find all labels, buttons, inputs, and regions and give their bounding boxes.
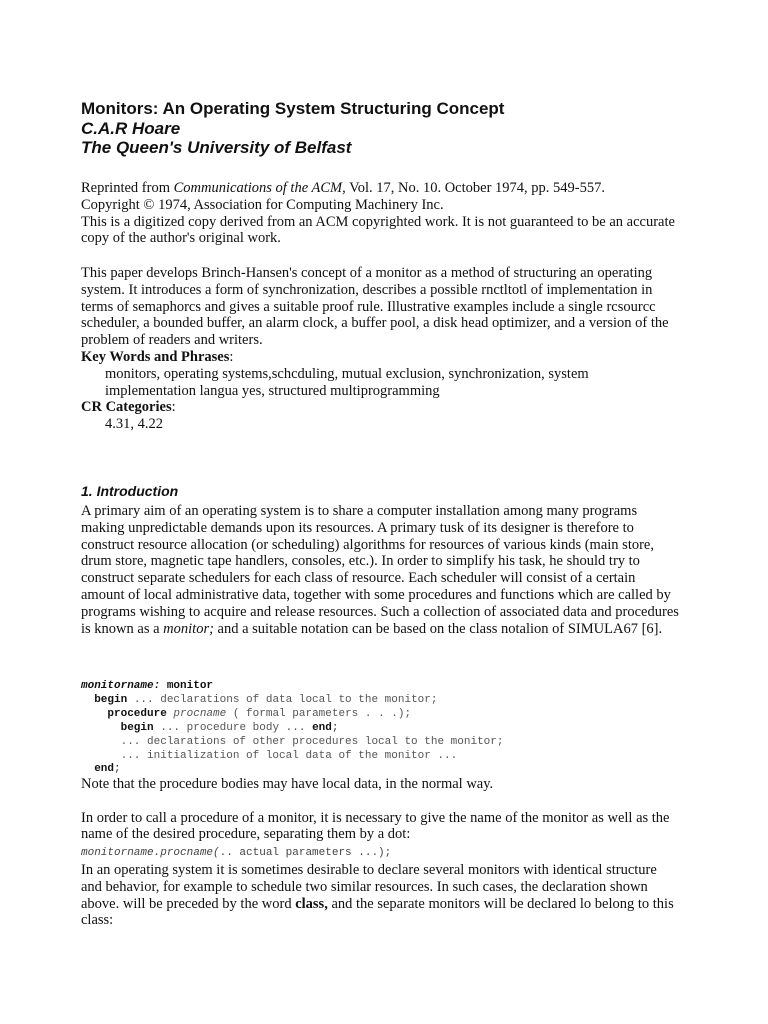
keywords-label: Key Words and Phrases <box>81 348 230 365</box>
cr-label: CR Categories <box>81 399 172 416</box>
monitor-code-block <box>81 680 503 777</box>
reprint-prefix: Reprinted from <box>81 180 174 196</box>
class-paragraph <box>81 862 681 929</box>
code-line-6: ... initialization of local data of the monitor ... <box>120 749 458 762</box>
code-proc-body: ... procedure body ... <box>153 721 313 734</box>
section-heading-introduction: 1. Introduction <box>81 483 179 499</box>
monitor-term: monitor; <box>163 620 214 637</box>
code-monitor-keyword: monitor <box>160 680 214 692</box>
cr-heading: CR Categories: <box>81 399 176 416</box>
paper-title: Monitors: An Operating System Structuring Concept <box>81 99 505 118</box>
code-end-semicolon: ; <box>114 763 121 776</box>
code-begin-keyword: begin <box>94 693 128 706</box>
code-line-2 <box>94 694 437 706</box>
call-example-args: .. actual parameters ...); <box>219 847 392 860</box>
reprint-line <box>81 180 681 197</box>
intro-text <box>81 503 681 637</box>
abstract-block <box>81 265 681 433</box>
call-example-name: monitorname.procname( <box>81 847 220 860</box>
code-line-1 <box>81 680 213 692</box>
intro-paragraph <box>81 503 681 637</box>
code-monitor-name: monitorname: <box>81 680 161 692</box>
code-line-7 <box>94 763 120 775</box>
keywords-heading: Key Words and Phrases: <box>81 348 234 365</box>
reprint-details: , Vol. 17, No. 10. October 1974, pp. 549-557. <box>342 180 605 196</box>
call-paragraph: In order to call a procedure of a monitor, it is necessary to give the name of the monitor as well as the name of the desired procedure, separating them by a dot: <box>81 809 670 843</box>
code-begin-comment: ... declarations of data local to the monitor; <box>127 693 438 706</box>
abstract-text: This paper develops Brinch-Hansen's concept of a monitor as a method of structuring an operating system. It introduces a form of synchronization, describes a possible rnctltotl of implementation in terms of semaphorcs and gives a suitable proof rule. Illustrative examples include a single rcsourcc scheduler, a bounded buffer, an alarm clock, a buffer pool, a disk head optimizer, and a version of the problem of readers and writers. <box>81 265 669 349</box>
code-line-5: ... declarations of other procedures local to the monitor; <box>120 735 504 748</box>
disclaimer-text: This is a digitized copy derived from an ACM copyrighted work. It is not guaranteed to be an accurate copy of the author's original work. <box>81 213 675 247</box>
code-end-keyword: end <box>94 763 115 776</box>
class-keyword: class, <box>295 895 328 912</box>
code-inner-end: end <box>312 721 332 734</box>
paper-header <box>81 99 504 158</box>
paper-author: C.A.R Hoare <box>81 118 181 138</box>
code-semicolon: ; <box>331 721 339 734</box>
code-inner-begin: begin <box>120 721 154 734</box>
class-text-part2: and the separate monitors will be declared lo belong to this class: <box>81 895 674 929</box>
keywords-list: monitors, operating systems,schcduling, mutual exclusion, synchronization, system implementation langua yes, structured multiprogramming <box>105 365 589 399</box>
code-procname: procname <box>166 707 227 720</box>
paper-affiliation: The Queen's University of Belfast <box>81 138 352 157</box>
code-line-4 <box>121 722 339 734</box>
note-text: Note that the procedure bodies may have local data, in the normal way. <box>81 776 494 792</box>
cr-values: 4.31, 4.22 <box>105 416 163 433</box>
call-explanation <box>81 776 681 929</box>
journal-name: Communications of the ACM <box>173 180 343 196</box>
code-line-3 <box>107 708 411 720</box>
intro-text-part1: A primary aim of an operating system is to share a computer installation among many programs making unpredictable demands upon its resources. A primary tusk of its designer is therefore to construct resource allocation (or scheduling) algorithms for resources of various kinds (main store, drum store, magnetic tape handlers, consoles, etc.). In order to simplify his task, he should try to construct separate schedulers for each class of resource. Each scheduler will consist of a certain amount of local administrative data, together with some procedures and functions which are called by programs wishing to acquire and release resources. Such a collection of associated data and procedures is known as a <box>81 503 679 637</box>
class-text-part1: In an operating system it is sometimes desirable to declare several monitors with identical structure and behavior, for example to schedule two similar resources. In such cases, the declaration shown above. will be preceded by the word <box>81 861 657 912</box>
copyright-line: Copyright © 1974, Association for Computing Machinery Inc. <box>81 196 444 213</box>
call-example <box>81 843 681 862</box>
code-procedure-keyword: procedure <box>107 707 167 720</box>
code-params: ( formal parameters . . .); <box>226 707 412 720</box>
intro-text-part2: and a suitable notation can be based on the class notalion of SIMULA67 [6]. <box>213 620 663 637</box>
reprint-notice <box>81 180 681 247</box>
